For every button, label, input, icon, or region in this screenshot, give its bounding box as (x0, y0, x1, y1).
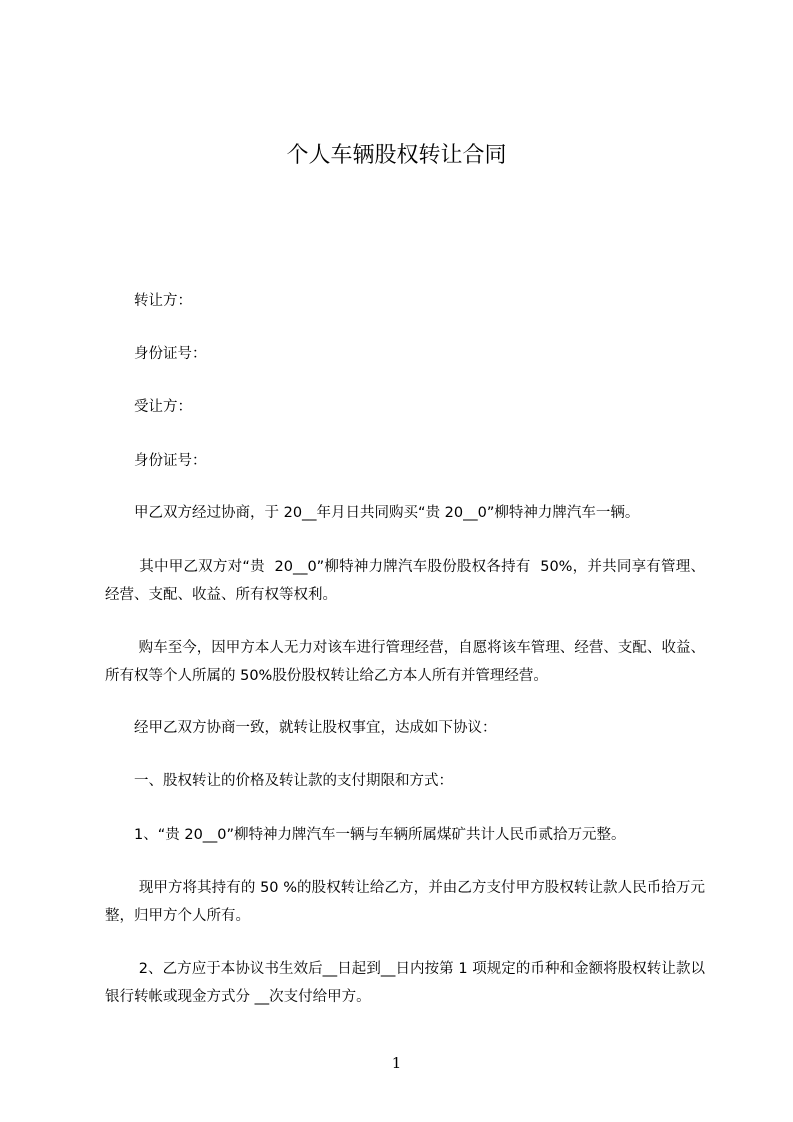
paragraph-transferee-id: 身份证号： (105, 453, 207, 469)
section-heading-price: 一、股权转让的价格及转让款的支付期限和方式： (105, 773, 453, 789)
document-title: 个人车辆股权转让合同 (286, 143, 507, 168)
paragraph-agreement: 经甲乙双方协商一致，就转让股权事宜，达成如下协议： (105, 720, 497, 736)
paragraph-reason: 购车至今，因甲方本人无力对该车进行管理经营，自愿将该车管理、经营、支配、收益、所有权等个人所属的 50%股份股权转让给乙方本人所有并管理经营。 (105, 640, 705, 684)
paragraph-transferee: 受让方： (105, 399, 192, 415)
clause-1-detail: 现甲方将其持有的 50 %的股权转让给乙方，并由乙方支付甲方股权转让款人民币拾万元整，归甲方个人所有。 (105, 880, 705, 924)
paragraph-purchase: 甲乙双方经过协商，于 20__年月日共同购买“贵 20__0”柳特神力牌汽车一辆。 (105, 505, 640, 521)
paragraph-transferor: 转让方： (105, 293, 192, 309)
paragraph-transferor-id: 身份证号： (105, 346, 207, 362)
clause-2: 2、乙方应于本协议书生效后__日起到__日内按第 1 项规定的币种和金额将股权转让款以银行转帐或现金方式分 __次支付给甲方。 (105, 961, 705, 1005)
paragraph-shares: 其中甲乙双方对“贵 20__0”柳特神力牌汽车股份股权各持有 50%，并共同享有管理、经营、支配、收益、所有权等权利。 (105, 559, 705, 603)
clause-1: 1、“贵 20__0”柳特神力牌汽车一辆与车辆所属煤矿共计人民币贰拾万元整。 (105, 827, 626, 843)
page-number: 1 (391, 1054, 402, 1072)
